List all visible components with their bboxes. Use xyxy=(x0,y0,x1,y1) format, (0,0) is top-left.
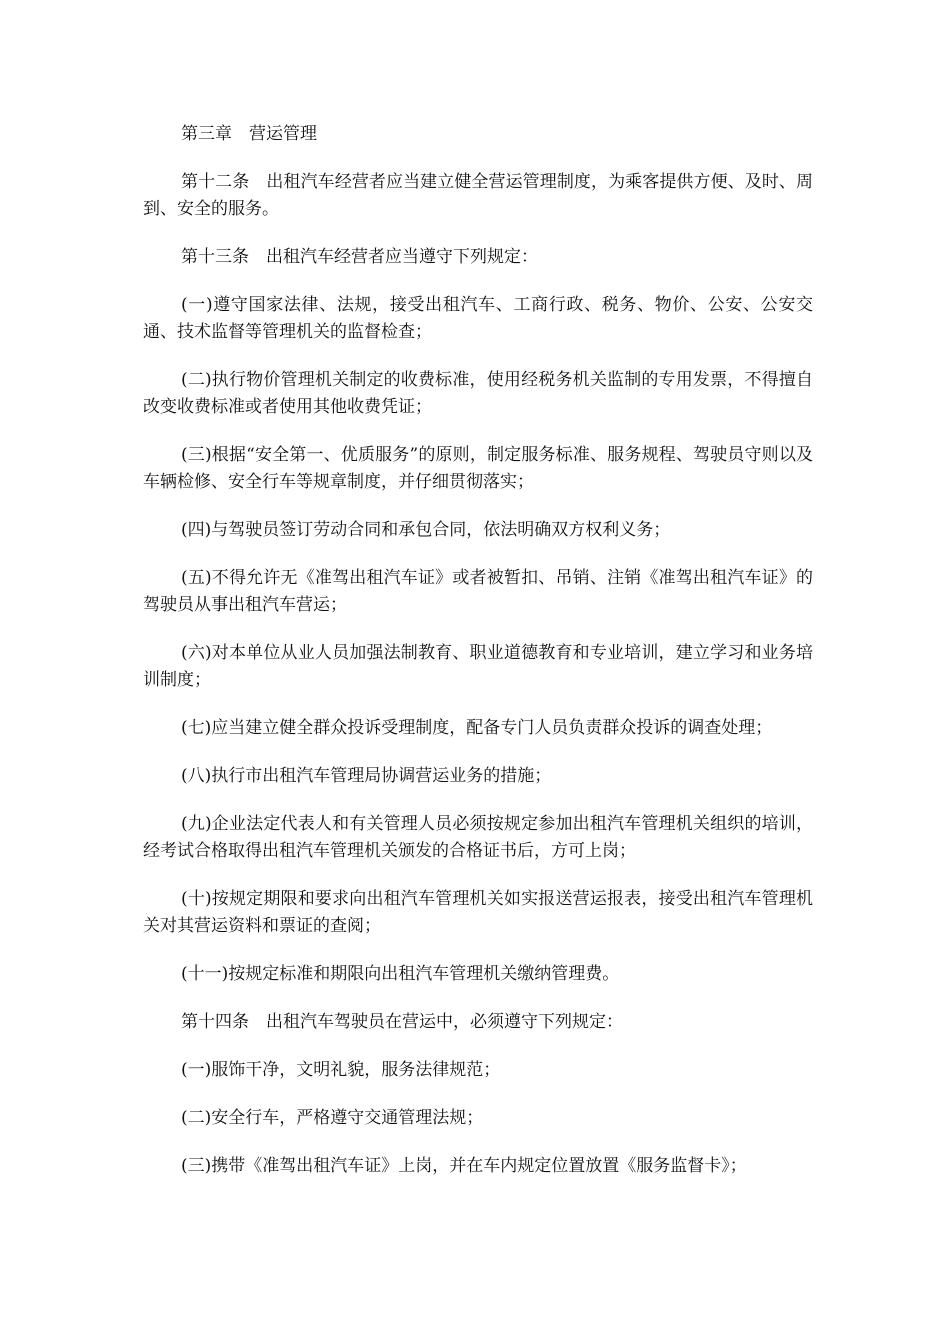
article-13-item-2: (二)执行物价管理机关制定的收费标准，使用经税务机关监制的专用发票，不得擅自改变收费标准或者使用其他收费凭证； xyxy=(143,370,813,417)
article-13-item-10: (十)按规定期限和要求向出租汽车管理机关如实报送营运报表，接受出租汽车管理机关对其营运资料和票证的查阅； xyxy=(143,889,813,936)
article-13: 第十三条 出租汽车经营者应当遵守下列规定： xyxy=(181,247,538,267)
article-13-item-11: (十一)按规定标准和期限向出租汽车管理机关缴纳管理费。 xyxy=(181,964,620,984)
article-14: 第十四条 出租汽车驾驶员在营运中，必须遵守下列规定： xyxy=(181,1012,623,1032)
article-13-item-4: (四)与驾驶员签订劳动合同和承包合同，依法明确双方权利义务； xyxy=(181,520,671,540)
article-13-item-6: (六)对本单位从业人员加强法制教育、职业道德教育和专业培训，建立学习和业务培训制度； xyxy=(143,643,813,690)
article-14-item-1: (一)服饰干净，文明礼貌，服务法律规范； xyxy=(181,1060,501,1080)
article-14-item-2: (二)安全行车，严格遵守交通管理法规； xyxy=(181,1108,484,1128)
article-12: 第十二条 出租汽车经营者应当建立健全营运管理制度，为乘客提供方便、及时、周到、安全的服务。 xyxy=(143,172,813,219)
article-13-item-1: (一)遵守国家法律、法规，接受出租汽车、工商行政、税务、物价、公安、公安交通、技术监督等管理机关的监督检查； xyxy=(143,295,813,342)
article-13-item-7: (七)应当建立健全群众投诉受理制度，配备专门人员负责群众投诉的调查处理； xyxy=(181,718,773,738)
article-14-item-3: (三)携带《准驾出租汽车证》上岗，并在车内规定位置放置《服务监督卡》； xyxy=(181,1156,747,1176)
document-body xyxy=(143,121,813,1201)
article-13-item-3: (三)根据“安全第一、优质服务”的原则，制定服务标准、服务规程、驾驶员守则以及车辆检修、安全行车等规章制度，并仔细贯彻落实； xyxy=(143,445,813,492)
chapter-heading: 第三章 营运管理 xyxy=(181,124,317,144)
article-13-item-5: (五)不得允许无《准驾出租汽车证》或者被暂扣、吊销、注销《准驾出租汽车证》的驾驶员从事出租汽车营运； xyxy=(143,568,813,615)
article-13-item-8: (八)执行市出租汽车管理局协调营运业务的措施； xyxy=(181,766,552,786)
article-13-item-9: (九)企业法定代表人和有关管理人员必须按规定参加出租汽车管理机关组织的培训，经考试合格取得出租汽车管理机关颁发的合格证书后，方可上岗； xyxy=(143,814,813,861)
